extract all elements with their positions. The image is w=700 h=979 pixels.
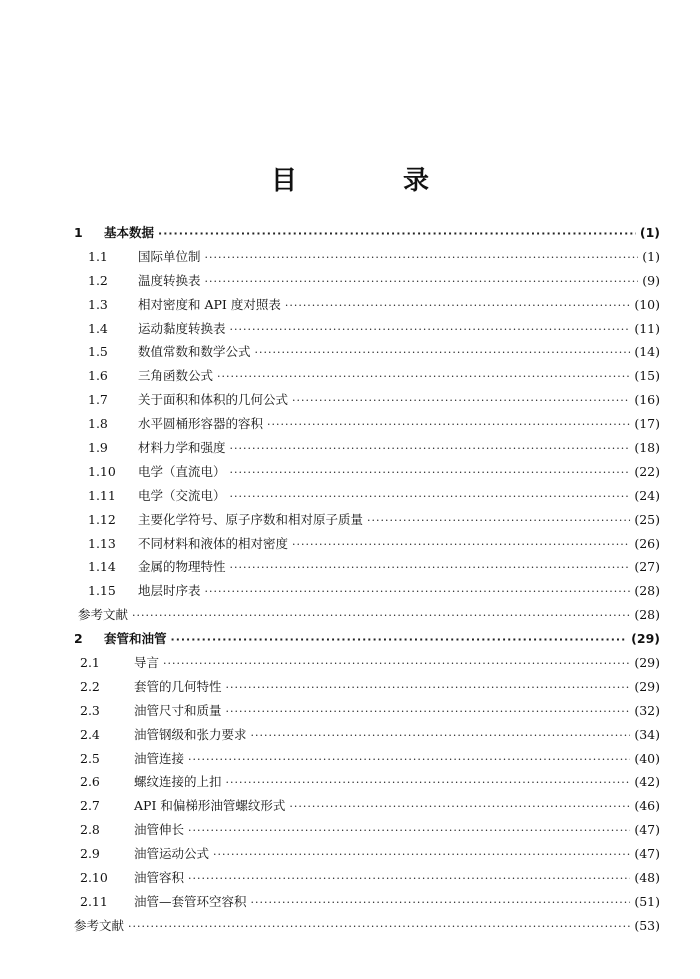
toc-leader-dots bbox=[251, 891, 631, 915]
toc-entry-page: (42) bbox=[634, 774, 660, 790]
toc-entry-title: 参考文献 bbox=[78, 607, 129, 623]
toc-section[interactable] bbox=[0, 436, 700, 460]
toc-leader-dots bbox=[230, 318, 631, 342]
toc-entry-page: (10) bbox=[634, 296, 660, 312]
toc-section[interactable] bbox=[0, 484, 700, 508]
toc-entry-number: 1.6 bbox=[88, 368, 108, 384]
toc-section[interactable] bbox=[0, 890, 700, 914]
toc-entry-page: (27) bbox=[634, 559, 660, 575]
toc-entry-title: 数值常数和数学公式 bbox=[138, 344, 251, 360]
toc-section[interactable] bbox=[0, 555, 700, 579]
toc-leader-dots bbox=[226, 771, 631, 795]
toc-entry-line bbox=[88, 293, 660, 318]
toc-section[interactable] bbox=[0, 317, 700, 341]
toc-entry-title: 油管—套管环空容积 bbox=[134, 893, 247, 909]
toc-entry-title: 地层时序表 bbox=[138, 583, 201, 599]
toc-entry-line bbox=[80, 723, 660, 748]
toc-entry-title: 油管钢级和张力要求 bbox=[134, 726, 247, 742]
toc-entry-line bbox=[88, 412, 660, 437]
toc-entry-page: (32) bbox=[634, 702, 660, 718]
toc-leader-dots bbox=[292, 389, 630, 413]
toc-entry-title: 油管运动公式 bbox=[134, 846, 210, 862]
toc-section[interactable] bbox=[0, 532, 700, 556]
toc-entry-line bbox=[80, 842, 660, 867]
toc-entry-title: 关于面积和体积的几何公式 bbox=[138, 392, 289, 408]
toc-entry-line bbox=[74, 627, 660, 652]
toc-entry-number: 2.1 bbox=[80, 655, 100, 671]
toc-entry-number: 1.8 bbox=[88, 416, 108, 432]
toc-section[interactable] bbox=[0, 818, 700, 842]
toc-leader-dots bbox=[188, 748, 630, 772]
toc-section[interactable] bbox=[0, 412, 700, 436]
toc-leader-dots bbox=[171, 628, 628, 652]
toc-entry-line bbox=[80, 747, 660, 772]
toc-entry-line bbox=[88, 388, 660, 413]
toc-leader-dots bbox=[267, 413, 630, 437]
toc-entry-page: (9) bbox=[642, 272, 660, 288]
toc-entry-page: (40) bbox=[634, 750, 660, 766]
toc-entry-number: 2 bbox=[74, 631, 83, 647]
toc-leader-dots bbox=[132, 604, 630, 628]
toc-leader-dots bbox=[230, 485, 631, 509]
toc-section[interactable] bbox=[0, 269, 700, 293]
toc-section[interactable] bbox=[0, 508, 700, 532]
toc-entry-page: (47) bbox=[634, 822, 660, 838]
toc-entry-line bbox=[80, 818, 660, 843]
toc-entry-title: 水平圆桶形容器的容积 bbox=[138, 416, 264, 432]
toc-entry-page: (14) bbox=[634, 344, 660, 360]
toc-leader-dots bbox=[217, 365, 630, 389]
toc-entry-page: (29) bbox=[634, 655, 660, 671]
toc-entry-title: 套管和油管 bbox=[104, 631, 167, 647]
toc-entry-page: (25) bbox=[634, 511, 660, 527]
toc-entry-page: (1) bbox=[639, 225, 660, 240]
toc-entry-page: (24) bbox=[634, 487, 660, 503]
toc-entry-line bbox=[88, 484, 660, 509]
toc-section[interactable] bbox=[0, 747, 700, 771]
toc-section[interactable] bbox=[0, 340, 700, 364]
toc-leader-dots bbox=[230, 556, 631, 580]
toc-entry-title: 国际单位制 bbox=[138, 248, 201, 264]
toc-entry-number: 1.15 bbox=[88, 583, 116, 599]
toc-entry-line bbox=[78, 603, 660, 628]
toc-section[interactable] bbox=[0, 770, 700, 794]
toc-chapter[interactable] bbox=[0, 627, 700, 651]
page-title: 目 录 bbox=[270, 166, 469, 196]
toc-entry-number: 1.13 bbox=[88, 535, 116, 551]
toc-entry-number: 1.1 bbox=[88, 248, 108, 264]
toc-entry-title: 基本数据 bbox=[104, 225, 155, 240]
toc-entry-page: (28) bbox=[634, 607, 660, 623]
toc-entry-title: 电学（交流电） bbox=[138, 487, 226, 503]
toc-entry-number: 2.5 bbox=[80, 750, 100, 766]
toc-section[interactable] bbox=[0, 675, 700, 699]
toc-entry-title: 螺纹连接的上扣 bbox=[134, 774, 222, 790]
toc-leader-dots bbox=[230, 437, 631, 461]
toc-leader-dots bbox=[158, 222, 636, 246]
toc-leader-dots bbox=[213, 843, 630, 867]
toc-entry-page: (11) bbox=[634, 320, 660, 336]
toc-section[interactable] bbox=[0, 866, 700, 890]
toc-leader-dots bbox=[163, 652, 630, 676]
toc-entry-line bbox=[88, 269, 660, 294]
toc-entry-line bbox=[88, 364, 660, 389]
toc-entry-number: 1.14 bbox=[88, 559, 116, 575]
toc-entry-title: 材料力学和强度 bbox=[138, 440, 226, 456]
toc-entry-number: 1.11 bbox=[88, 487, 116, 503]
table-of-contents bbox=[0, 221, 700, 938]
toc-entry-number: 2.9 bbox=[80, 846, 100, 862]
toc-leader-dots bbox=[289, 795, 630, 819]
toc-leader-dots bbox=[205, 580, 631, 604]
toc-section[interactable] bbox=[0, 699, 700, 723]
toc-leader-dots bbox=[205, 270, 639, 294]
toc-section[interactable] bbox=[0, 794, 700, 818]
toc-entry-number: 1.7 bbox=[88, 392, 108, 408]
toc-entry-page: (18) bbox=[634, 440, 660, 456]
toc-entry-line bbox=[88, 340, 660, 365]
toc-entry-page: (1) bbox=[642, 248, 660, 264]
toc-entry-page: (46) bbox=[634, 798, 660, 814]
toc-entry-line bbox=[74, 914, 660, 939]
toc-entry-page: (47) bbox=[634, 846, 660, 862]
toc-section[interactable] bbox=[0, 388, 700, 412]
toc-entry-line bbox=[80, 675, 660, 700]
toc-entry-title: API 和偏梯形油管螺纹形式 bbox=[134, 798, 286, 814]
toc-entry-page: (34) bbox=[634, 726, 660, 742]
toc-entry-page: (15) bbox=[634, 368, 660, 384]
toc-section[interactable] bbox=[0, 460, 700, 484]
toc-entry-page: (17) bbox=[634, 416, 660, 432]
toc-entry-number: 1.12 bbox=[88, 511, 116, 527]
toc-entry-line bbox=[80, 699, 660, 724]
toc-entry-page: (16) bbox=[634, 392, 660, 408]
toc-entry-number: 1.9 bbox=[88, 440, 108, 456]
toc-entry-title: 油管尺寸和质量 bbox=[134, 702, 222, 718]
toc-entry-line bbox=[80, 866, 660, 891]
toc-entry-line bbox=[88, 532, 660, 557]
toc-entry-title: 温度转换表 bbox=[138, 272, 201, 288]
toc-entry-line bbox=[88, 460, 660, 485]
toc-leader-dots bbox=[292, 533, 630, 557]
toc-entry-page: (22) bbox=[634, 463, 660, 479]
toc-section[interactable] bbox=[0, 651, 700, 675]
toc-leader-dots bbox=[255, 341, 631, 365]
toc-entry-title: 不同材料和液体的相对密度 bbox=[138, 535, 289, 551]
toc-leader-dots bbox=[251, 724, 631, 748]
toc-entry-number: 1 bbox=[74, 225, 83, 240]
toc-references[interactable] bbox=[0, 603, 700, 627]
toc-entry-page: (28) bbox=[634, 583, 660, 599]
toc-entry-number: 2.8 bbox=[80, 822, 100, 838]
toc-entry-title: 运动黏度转换表 bbox=[138, 320, 226, 336]
toc-leader-dots bbox=[367, 509, 630, 533]
toc-entry-number: 2.10 bbox=[80, 870, 108, 886]
toc-entry-number: 2.3 bbox=[80, 702, 100, 718]
toc-section[interactable] bbox=[0, 245, 700, 269]
toc-entry-number: 1.10 bbox=[88, 463, 116, 479]
toc-leader-dots bbox=[226, 700, 631, 724]
toc-entry-number: 1.4 bbox=[88, 320, 108, 336]
toc-entry-line bbox=[88, 555, 660, 580]
toc-entry-number: 2.11 bbox=[80, 893, 108, 909]
toc-leader-dots bbox=[226, 676, 631, 700]
toc-entry-line bbox=[88, 317, 660, 342]
toc-section[interactable] bbox=[0, 842, 700, 866]
toc-section[interactable] bbox=[0, 364, 700, 388]
toc-entry-number: 1.2 bbox=[88, 272, 108, 288]
toc-entry-page: (26) bbox=[634, 535, 660, 551]
toc-entry-title: 油管连接 bbox=[134, 750, 185, 766]
toc-leader-dots bbox=[285, 294, 631, 318]
toc-section[interactable] bbox=[0, 293, 700, 317]
toc-entry-line bbox=[74, 221, 660, 246]
toc-entry-line bbox=[88, 436, 660, 461]
toc-chapter[interactable] bbox=[0, 221, 700, 245]
toc-entry-line bbox=[80, 770, 660, 795]
toc-entry-number: 2.7 bbox=[80, 798, 100, 814]
toc-entry-line bbox=[88, 508, 660, 533]
toc-entry-page: (29) bbox=[631, 631, 660, 647]
toc-entry-title: 油管伸长 bbox=[134, 822, 185, 838]
toc-entry-number: 1.3 bbox=[88, 296, 108, 312]
toc-leader-dots bbox=[188, 867, 630, 891]
toc-section[interactable] bbox=[0, 579, 700, 603]
toc-entry-page: (29) bbox=[634, 678, 660, 694]
toc-entry-line bbox=[80, 651, 660, 676]
toc-entry-title: 金属的物理特性 bbox=[138, 559, 226, 575]
toc-section[interactable] bbox=[0, 723, 700, 747]
toc-leader-dots bbox=[188, 819, 630, 843]
toc-entry-title: 导言 bbox=[134, 655, 160, 671]
toc-entry-title: 主要化学符号、原子序数和相对原子质量 bbox=[138, 511, 364, 527]
toc-entry-line bbox=[80, 890, 660, 915]
toc-entry-page: (53) bbox=[634, 917, 660, 933]
toc-entry-page: (51) bbox=[634, 893, 660, 909]
toc-entry-number: 2.2 bbox=[80, 678, 100, 694]
toc-entry-number: 2.4 bbox=[80, 726, 100, 742]
toc-leader-dots bbox=[230, 461, 631, 485]
toc-entry-title: 电学（直流电） bbox=[138, 463, 226, 479]
toc-entry-page: (48) bbox=[634, 870, 660, 886]
toc-leader-dots bbox=[205, 246, 639, 270]
toc-entry-title: 参考文献 bbox=[74, 917, 125, 933]
toc-entry-line bbox=[88, 245, 660, 270]
toc-entry-number: 2.6 bbox=[80, 774, 100, 790]
toc-references[interactable] bbox=[0, 914, 700, 938]
toc-entry-number: 1.5 bbox=[88, 344, 108, 360]
toc-entry-title: 相对密度和 API 度对照表 bbox=[138, 296, 281, 312]
toc-entry-title: 套管的几何特性 bbox=[134, 678, 222, 694]
toc-leader-dots bbox=[128, 915, 630, 939]
toc-entry-line bbox=[80, 794, 660, 819]
toc-entry-title: 三角函数公式 bbox=[138, 368, 214, 384]
toc-entry-title: 油管容积 bbox=[134, 870, 185, 886]
toc-entry-line bbox=[88, 579, 660, 604]
